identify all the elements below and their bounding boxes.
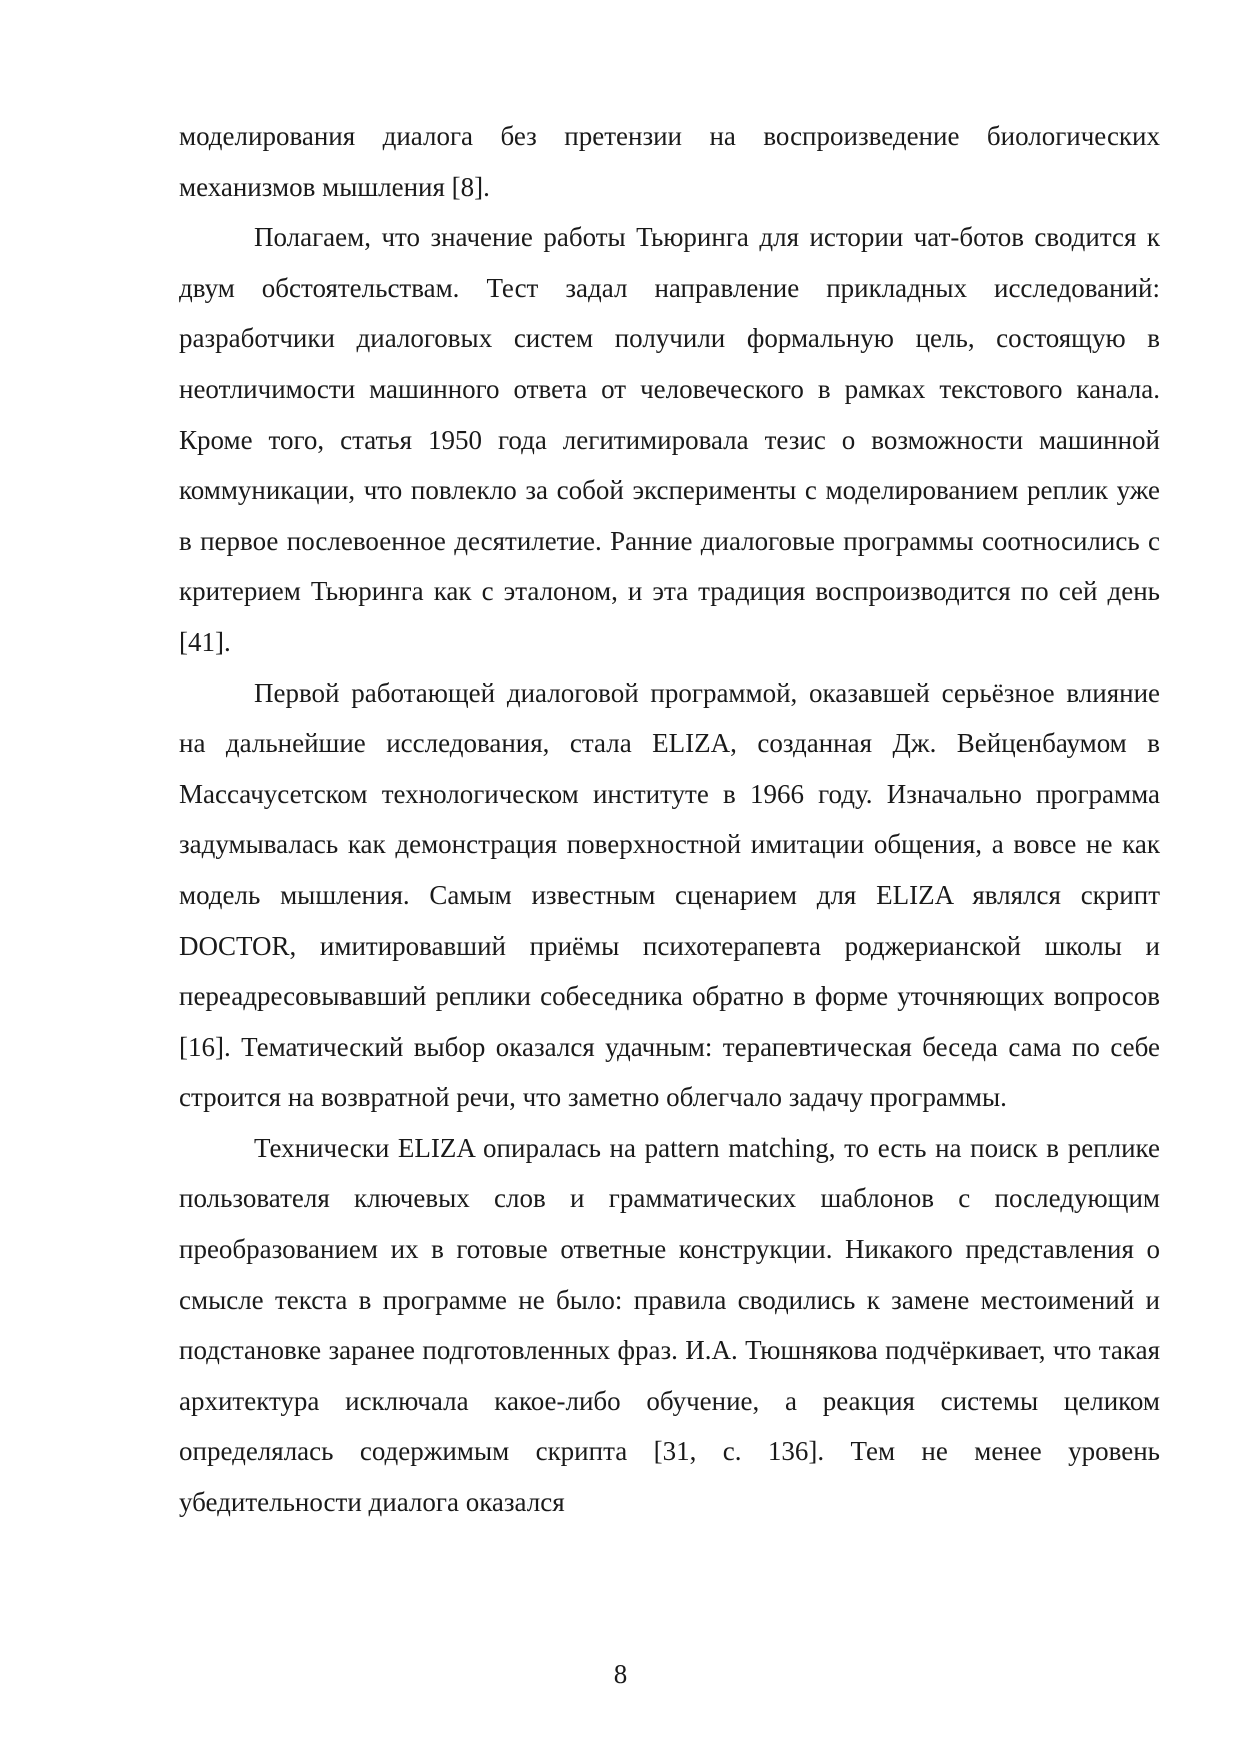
paragraph-eliza-intro: Первой работающей диалоговой программой, оказавшей серьёзное влияние на дальнейшие исследования, стала ELIZA, созданная Дж. Вейценбаумом в Массачусетском технологическом институте в 1966 году. Изначально программа задумывалась как демонстрация поверхностной имитации общения, а вовсе не как модель мышления. Самым известным сценарием для ELIZA являлся скрипт DOCTOR, имитировавший приёмы психотерапевта роджерианской школы и переадресовывавший реплики собеседника обратно в форме уточняющих вопросов [16]. Тематический выбор оказался удачным: терапевтическая беседа сама по себе строится на возвратной речи, что заметно облегчало задачу программы. — [179, 677, 1160, 1113]
paragraph-continuation: моделирования диалога без претензии на воспроизведение биологических механизмов мышления [8]. — [179, 121, 1160, 202]
paragraph-eliza-technical: Технически ELIZA опиралась на pattern matching, то есть на поиск в реплике пользователя ключевых слов и грамматических шаблонов с последующим преобразованием их в готовые ответные конструкции. Никакого представления о смысле текста в программе не было: правила сводились к замене местоимений и подстановке заранее подготовленных фраз. И.А. Тюшнякова подчёркивает, что такая архитектура исключала какое-либо обучение, а реакция системы целиком определялась содержимым скрипта [31, с. 136]. Тем не менее уровень убедительности диалога оказался — [179, 1132, 1160, 1518]
page-number: 8 — [613, 1659, 628, 1689]
body-text — [179, 111, 1160, 1528]
paragraph-turing-significance: Полагаем, что значение работы Тьюринга для истории чат-ботов сводится к двум обстоятельствам. Тест задал направление прикладных исследований: разработчики диалоговых систем получили формальную цель, состоящую в неотличимости машинного ответа от человеческого в рамках текстового канала. Кроме того, статья 1950 года легитимировала тезис о возможности машинной коммуникации, что повлекло за собой эксперименты с моделированием реплик уже в первое послевоенное десятилетие. Ранние диалоговые программы соотносились с критерием Тьюринга как с эталоном, и эта традиция воспроизводится по сей день [41]. — [179, 222, 1160, 657]
